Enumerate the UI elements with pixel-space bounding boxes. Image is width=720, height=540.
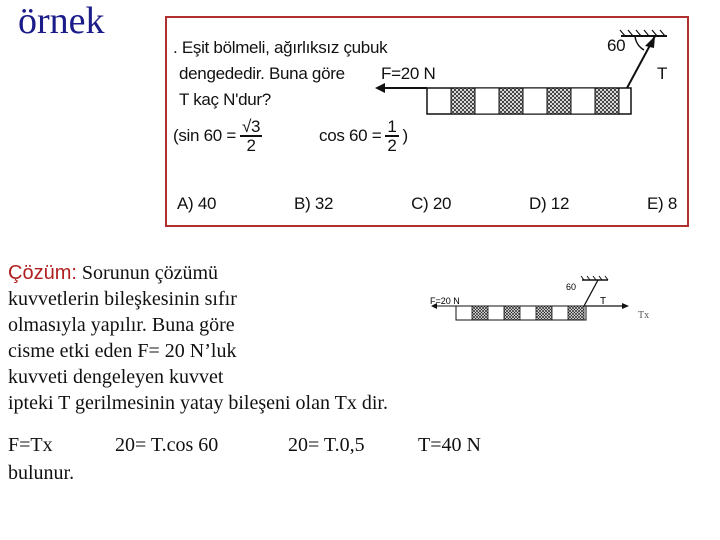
solution-line-1 xyxy=(8,260,388,286)
small-tension-label: T xyxy=(600,296,607,307)
small-angle-label: 60 xyxy=(566,282,577,292)
choice-c: C) 20 xyxy=(411,194,452,213)
angle-label: 60 xyxy=(607,36,626,55)
bar-segment xyxy=(499,88,523,114)
cos-label: cos 60 = xyxy=(319,126,382,145)
solution-line-5: kuvveti dengeleyen kuvvet xyxy=(8,366,224,388)
tension-label: T xyxy=(657,64,668,83)
solution-line-3: olmasıyla yapılır. Buna göre xyxy=(8,314,235,336)
sin-denominator: 2 xyxy=(246,136,256,155)
bar-segment xyxy=(451,88,475,114)
sin-label: (sin 60 = xyxy=(173,126,236,145)
small-force-label: F=20 N xyxy=(430,296,460,306)
bar-segment xyxy=(571,88,595,114)
solution-diagram xyxy=(426,272,656,332)
cos-numerator: 1 xyxy=(387,117,397,136)
slide-title: örnek xyxy=(18,0,105,42)
bar-segment xyxy=(547,88,571,114)
equation-3: 20= T.0,5 xyxy=(288,434,365,456)
small-tx-label: Tx xyxy=(638,310,650,321)
equation-2: 20= T.cos 60 xyxy=(115,434,219,456)
choice-a: A) 40 xyxy=(177,194,217,213)
choice-b: B) 32 xyxy=(294,194,334,213)
force-label: F=20 N xyxy=(381,64,436,83)
question-line-1: . Eşit bölmeli, ağırlıksız çubuk xyxy=(173,38,388,57)
choices xyxy=(177,194,677,214)
solution-line-6: ipteki T gerilmesinin yatay bileşeni olan Tx dir. xyxy=(8,392,388,414)
solution-text xyxy=(8,260,388,416)
bar-segment xyxy=(595,88,619,114)
solution-label: Çözüm: xyxy=(8,262,77,284)
tension-arrowhead xyxy=(645,36,655,48)
question-box xyxy=(165,16,689,227)
choice-e: E) 8 xyxy=(647,194,677,213)
question-line-3: T kaç N'dur? xyxy=(179,90,271,109)
equation-line xyxy=(8,434,481,457)
sin-numerator: √3 xyxy=(241,117,261,136)
cos-close: ) xyxy=(402,126,408,145)
equation-1: F=Tx xyxy=(8,434,53,456)
solution-line-1-text: Sorunun çözümü xyxy=(81,262,218,284)
solution-line-4: cisme etki eden F= 20 N’luk xyxy=(8,340,237,362)
bar-segment xyxy=(475,88,499,114)
question-line-2: dengededir. Buna göre xyxy=(179,64,345,83)
solution-end: bulunur. xyxy=(8,462,75,484)
cos-denominator: 2 xyxy=(387,136,397,155)
force-arrowhead xyxy=(375,83,385,93)
bar-segment xyxy=(523,88,547,114)
solution-diagram-svg xyxy=(426,272,656,332)
equation-4: T=40 N xyxy=(418,434,481,456)
solution-line-2: kuvvetlerin bileşkesinin sıfır xyxy=(8,288,237,310)
choice-d: D) 12 xyxy=(529,194,570,213)
